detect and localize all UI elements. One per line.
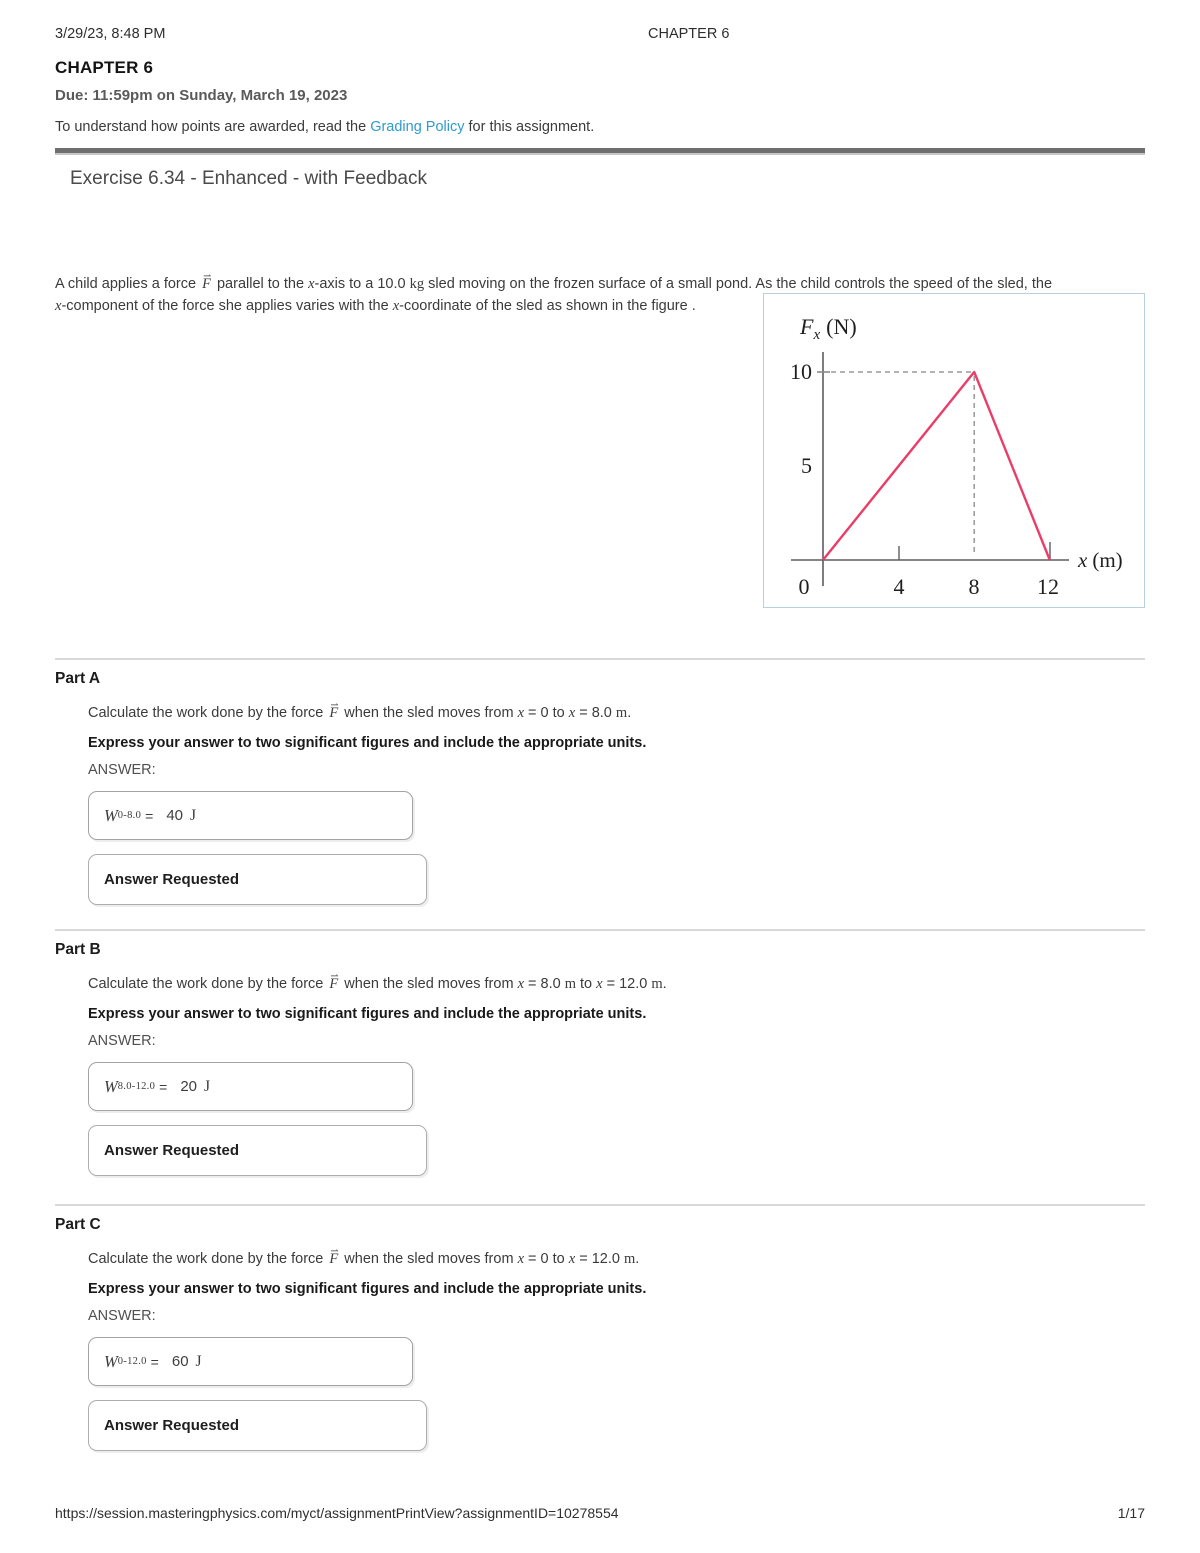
footer-page-indicator: 1/17 <box>1117 1505 1145 1521</box>
part-c-feedback-box <box>88 1400 427 1451</box>
grading-note-prefix: To understand how points are awarded, read the <box>55 119 371 135</box>
grading-note <box>55 119 1145 135</box>
part-b-question <box>88 974 1145 995</box>
question-text: = 12.0 <box>575 1251 624 1267</box>
print-page-title: CHAPTER 6 <box>648 26 730 42</box>
part-b-feedback-box <box>88 1125 427 1176</box>
question-text: . <box>662 976 667 992</box>
problem-text: A child applies a force <box>55 276 201 292</box>
part-b-body <box>88 974 1145 1176</box>
question-text: . <box>627 705 632 721</box>
part-a-feedback-box <box>88 854 427 905</box>
xtick-label-0: 0 <box>798 574 810 599</box>
part-a-question <box>88 703 1145 724</box>
feedback-text: Answer Requested <box>104 1417 240 1434</box>
ytick-label-5: 5 <box>801 453 812 478</box>
question-text: = 8.0 <box>575 705 616 721</box>
question-text: when the sled moves from <box>340 705 518 721</box>
part-a-heading: Part A <box>55 670 101 687</box>
question-text: Calculate the work done by the force <box>88 976 328 992</box>
part-c-section <box>55 1204 1145 1451</box>
question-text: Calculate the work done by the force <box>88 705 328 721</box>
part-a-section <box>55 658 1145 905</box>
work-subscript: 8.0-12.0 <box>117 1081 156 1092</box>
xtick-label-12: 12 <box>1037 574 1059 599</box>
answer-value: 60 <box>171 1353 189 1370</box>
part-b-section <box>55 929 1145 1176</box>
m-unit: m <box>615 705 628 721</box>
problem-text-line2 <box>55 296 745 317</box>
problem-statement <box>55 274 1145 644</box>
force-vector-symbol: F ⇀ <box>327 974 340 995</box>
work-symbol: W <box>104 805 118 825</box>
figure <box>763 293 1145 608</box>
answer-value: 40 <box>166 807 183 824</box>
question-text: to <box>576 976 597 992</box>
part-a-body <box>88 703 1145 905</box>
part-c-express-instruction: Express your answer to two significant figures and include the appropriate units. <box>88 1281 647 1297</box>
grading-note-suffix: for this assignment. <box>464 119 595 135</box>
browser-print-header <box>55 0 1145 46</box>
part-a-answer-label: ANSWER: <box>88 762 156 778</box>
question-text: = 0 to <box>524 705 569 721</box>
problem-text: sled moving on the frozen surface of a small pond. As the child controls the speed of the sled, the <box>424 276 1053 292</box>
x-variable: x <box>55 298 62 314</box>
assignment-title: CHAPTER 6 <box>55 58 154 77</box>
grading-policy-link[interactable]: Grading Policy <box>370 119 465 135</box>
problem-text: -axis to a 10.0 <box>314 276 410 292</box>
part-b-answer-box <box>88 1062 413 1111</box>
x-variable: x <box>392 298 400 314</box>
question-text: = 12.0 <box>602 976 652 992</box>
force-vector-symbol: F ⇀ <box>200 274 213 295</box>
part-c-heading: Part C <box>55 1216 101 1233</box>
question-text: Calculate the work done by the force <box>88 1251 328 1267</box>
question-text: = 8.0 <box>524 976 565 992</box>
footer-url: https://session.masteringphysics.com/myct/assignmentPrintView?assignmentID=10278554 <box>55 1505 619 1521</box>
header-divider-bar <box>55 148 1145 155</box>
exercise-title: Exercise 6.34 - Enhanced - with Feedback <box>70 168 427 189</box>
x-variable: x <box>517 705 524 721</box>
question-text: when the sled moves from <box>340 976 518 992</box>
section-divider <box>55 658 1145 660</box>
part-c-body <box>88 1249 1145 1451</box>
equals-sign: = <box>159 1078 168 1095</box>
feedback-text: Answer Requested <box>104 871 240 888</box>
problem-text: -component of the force she applies varies with the <box>61 298 393 314</box>
feedback-text: Answer Requested <box>104 1142 240 1159</box>
section-divider <box>55 1204 1145 1206</box>
answer-unit: J <box>204 1077 211 1095</box>
equals-sign: = <box>150 1353 159 1370</box>
equals-sign: = <box>145 807 154 824</box>
kg-unit: kg <box>409 276 425 292</box>
part-a-answer-box <box>88 791 413 840</box>
force-vector-symbol: F ⇀ <box>327 1249 340 1270</box>
question-text: . <box>635 1251 640 1267</box>
x-variable: x <box>596 976 603 992</box>
part-b-answer-label: ANSWER: <box>88 1033 156 1049</box>
force-line <box>823 372 1050 560</box>
problem-text: -coordinate of the sled as shown in the figure . <box>399 298 696 314</box>
y-axis-label: $F_x$ (N) <box>800 314 857 343</box>
work-subscript: 0-8.0 <box>117 810 142 821</box>
answer-value: 20 <box>180 1078 198 1095</box>
work-symbol: W <box>104 1076 118 1096</box>
m-unit: m <box>623 1251 636 1267</box>
question-text: = 0 to <box>524 1251 569 1267</box>
answer-unit: J <box>190 806 197 824</box>
m-unit: m <box>564 976 576 992</box>
part-c-answer-label: ANSWER: <box>88 1308 156 1324</box>
x-variable: x <box>517 1251 524 1267</box>
part-c-question <box>88 1249 1145 1270</box>
x-variable: x <box>568 1251 576 1267</box>
work-symbol: W <box>104 1351 118 1371</box>
x-variable: x <box>308 276 315 292</box>
part-b-heading: Part B <box>55 941 101 958</box>
x-variable: x <box>568 705 576 721</box>
xtick-label-4: 4 <box>893 574 905 599</box>
ytick-label-10: 10 <box>790 359 812 384</box>
problem-text-line1 <box>55 274 1145 295</box>
work-subscript: 0-12.0 <box>117 1356 147 1367</box>
answer-unit: J <box>195 1352 202 1370</box>
m-unit: m <box>651 976 663 992</box>
browser-print-footer <box>55 1505 1145 1521</box>
section-divider <box>55 929 1145 931</box>
print-datetime: 3/29/23, 8:48 PM <box>55 26 166 42</box>
due-date: Due: 11:59pm on Sunday, March 19, 2023 <box>55 87 348 104</box>
x-axis-label: x (m) <box>1078 548 1123 572</box>
x-variable: x <box>517 976 524 992</box>
force-position-graph <box>764 294 1142 605</box>
part-a-express-instruction: Express your answer to two significant figures and include the appropriate units. <box>88 735 647 751</box>
xtick-label-8: 8 <box>968 574 980 599</box>
force-vector-symbol: F ⇀ <box>327 703 340 724</box>
part-b-express-instruction: Express your answer to two significant figures and include the appropriate units. <box>88 1006 647 1022</box>
question-text: when the sled moves from <box>340 1251 518 1267</box>
problem-text: parallel to the <box>212 276 309 292</box>
part-c-answer-box <box>88 1337 413 1386</box>
